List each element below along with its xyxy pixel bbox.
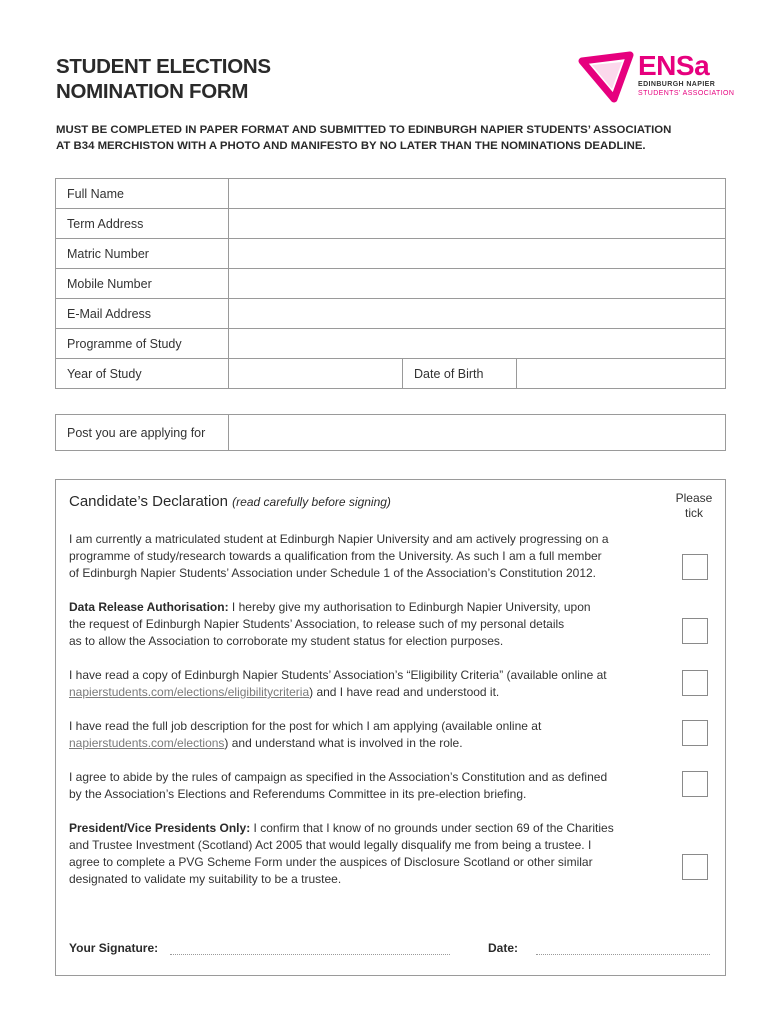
date-line[interactable] bbox=[536, 954, 710, 955]
table-row bbox=[56, 269, 726, 299]
declaration-paragraph-data-release bbox=[69, 599, 591, 650]
paragraph-text: I confirm that I know of no grounds under section 69 of the Charities bbox=[250, 821, 614, 835]
table-row bbox=[56, 209, 726, 239]
paragraph-line: I agree to abide by the rules of campaign as specified in the Association’s Constitution and as defined bbox=[69, 770, 608, 784]
personal-details-table bbox=[55, 178, 726, 389]
eligibility-criteria-link[interactable]: napierstudents.com/elections/eligibilitycriteria bbox=[69, 685, 310, 699]
table-row bbox=[56, 329, 726, 359]
email-address-label: E-Mail Address bbox=[56, 299, 229, 329]
tickbox-campaign-rules[interactable] bbox=[682, 771, 708, 797]
declaration-paragraph-job-description bbox=[69, 718, 541, 752]
form-title bbox=[56, 54, 271, 104]
paragraph-line: of Edinburgh Napier Students’ Association under Schedule 1 of the Association’s Constitution 2012. bbox=[69, 566, 597, 580]
title-line-1: STUDENT ELECTIONS bbox=[56, 55, 271, 78]
paragraph-bold-lead: Data Release Authorisation: bbox=[69, 600, 229, 614]
year-of-study-label: Year of Study bbox=[56, 359, 229, 389]
elections-link[interactable]: napierstudents.com/elections bbox=[69, 736, 225, 750]
matric-number-label: Matric Number bbox=[56, 239, 229, 269]
instructions-line-2: AT B34 MERCHISTON WITH A PHOTO AND MANIFESTO BY NO LATER THAN THE NOMINATIONS DEADLINE. bbox=[56, 140, 646, 152]
table-row bbox=[56, 179, 726, 209]
declaration-heading bbox=[69, 493, 391, 510]
logo-subtitle-2: STUDENTS' ASSOCIATION bbox=[638, 90, 735, 97]
signature-line[interactable] bbox=[170, 954, 450, 955]
full-name-field[interactable] bbox=[229, 179, 726, 209]
mobile-number-label: Mobile Number bbox=[56, 269, 229, 299]
declaration-note: (read carefully before signing) bbox=[232, 495, 391, 509]
paragraph-line: and Trustee Investment (Scotland) Act 2005 that would legally disqualify me from being a trustee. I bbox=[69, 838, 592, 852]
paragraph-line: I have read the full job description for the post for which I am applying (available online at bbox=[69, 719, 542, 733]
declaration-paragraph-trustee bbox=[69, 820, 614, 888]
paragraph-line: programme of study/research towards a qualification from the University. As such I am a full member bbox=[69, 549, 602, 563]
table-row bbox=[56, 359, 726, 389]
date-of-birth-label: Date of Birth bbox=[403, 359, 517, 389]
table-row bbox=[56, 239, 726, 269]
logo-subtitle-1: EDINBURGH NAPIER bbox=[638, 81, 716, 88]
programme-of-study-label: Programme of Study bbox=[56, 329, 229, 359]
paragraph-line: by the Association’s Elections and Referendums Committee in its pre-election briefing. bbox=[69, 787, 527, 801]
please-tick-line-2: tick bbox=[685, 506, 703, 520]
table-row bbox=[56, 299, 726, 329]
title-line-2: NOMINATION FORM bbox=[56, 80, 249, 103]
paragraph-text: I hereby give my authorisation to Edinburgh Napier University, upon bbox=[228, 600, 591, 614]
post-label: Post you are applying for bbox=[56, 415, 229, 450]
mobile-number-field[interactable] bbox=[229, 269, 726, 299]
logo-text bbox=[638, 52, 734, 98]
programme-of-study-field[interactable] bbox=[229, 329, 726, 359]
declaration-title: Candidate’s Declaration bbox=[69, 493, 228, 510]
tickbox-matriculation[interactable] bbox=[682, 554, 708, 580]
paragraph-line bbox=[69, 820, 614, 837]
paragraph-text: ) and understand what is involved in the role. bbox=[224, 736, 463, 750]
tickbox-eligibility[interactable] bbox=[682, 670, 708, 696]
matric-number-field[interactable] bbox=[229, 239, 726, 269]
term-address-field[interactable] bbox=[229, 209, 726, 239]
instructions-line-1: MUST BE COMPLETED IN PAPER FORMAT AND SUBMITTED TO EDINBURGH NAPIER STUDENTS’ ASSOCIATION bbox=[56, 124, 672, 136]
term-address-label: Term Address bbox=[56, 209, 229, 239]
paragraph-line bbox=[69, 599, 591, 616]
declaration-paragraph-matriculation bbox=[69, 531, 609, 582]
paragraph-bold-lead: President/Vice Presidents Only: bbox=[69, 821, 251, 835]
please-tick-header bbox=[668, 491, 720, 521]
paragraph-line: I have read a copy of Edinburgh Napier Students’ Association’s “Eligibility Criteria” (available online at bbox=[69, 668, 607, 682]
date-of-birth-field[interactable] bbox=[517, 359, 726, 389]
signature-label: Your Signature: bbox=[69, 941, 159, 955]
declaration-paragraph-eligibility bbox=[69, 667, 607, 701]
candidate-declaration bbox=[55, 479, 726, 976]
paragraph-text: ) and I have read and understood it. bbox=[309, 685, 500, 699]
post-field[interactable] bbox=[229, 415, 725, 450]
paragraph-line: as to allow the Association to corroborate my student status for election purposes. bbox=[69, 634, 504, 648]
tickbox-data-release[interactable] bbox=[682, 618, 708, 644]
year-of-study-field[interactable] bbox=[229, 359, 403, 389]
please-tick-line-1: Please bbox=[675, 491, 713, 505]
tickbox-job-description[interactable] bbox=[682, 720, 708, 746]
paragraph-line: agree to complete a PVG Scheme Form under the auspices of Disclosure Scotland or other similar bbox=[69, 855, 593, 869]
post-row bbox=[55, 414, 726, 451]
logo-word: ENSa bbox=[638, 50, 710, 81]
declaration-paragraph-campaign-rules bbox=[69, 769, 607, 803]
email-address-field[interactable] bbox=[229, 299, 726, 329]
paragraph-line: I am currently a matriculated student at Edinburgh Napier University and am actively progressing on a bbox=[69, 532, 609, 546]
tickbox-trustee[interactable] bbox=[682, 854, 708, 880]
paragraph-line bbox=[69, 684, 607, 701]
paragraph-line: the request of Edinburgh Napier Students’ Association, to release such of my personal details bbox=[69, 617, 565, 631]
full-name-label: Full Name bbox=[56, 179, 229, 209]
date-label: Date: bbox=[488, 941, 519, 955]
instructions bbox=[56, 122, 736, 154]
paragraph-line bbox=[69, 735, 541, 752]
paragraph-line: designated to validate my suitability to be a trustee. bbox=[69, 872, 342, 886]
